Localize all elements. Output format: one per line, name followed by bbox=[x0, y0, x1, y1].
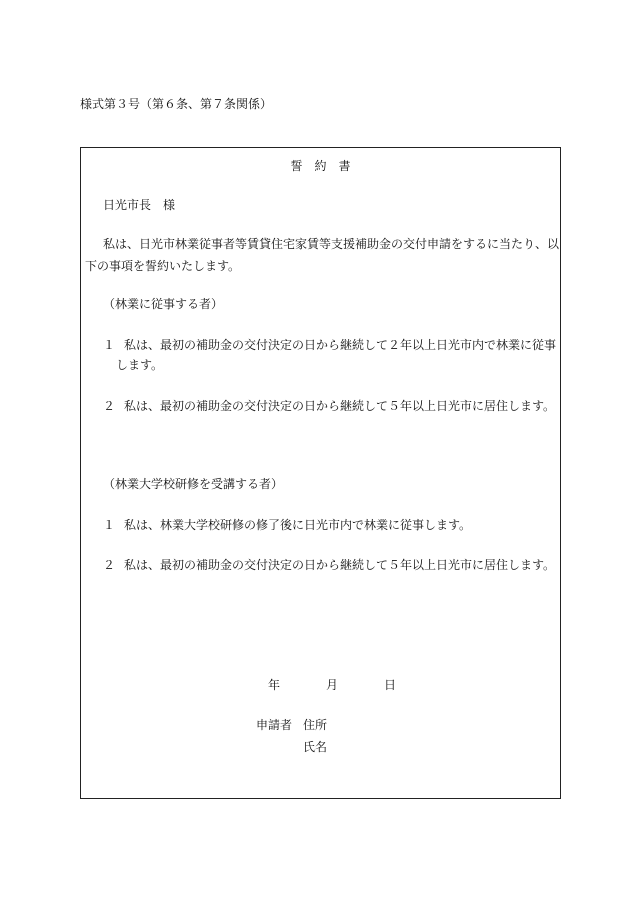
item-text: 私は、林業大学校研修の修了後に日光市内で林業に従事します。 bbox=[124, 518, 472, 532]
item-number: ２ bbox=[103, 399, 116, 413]
section-heading-forestry-college: （林業大学校研修を受講する者） bbox=[103, 477, 284, 491]
list-item bbox=[103, 517, 471, 533]
date-month-label: 月 bbox=[326, 678, 339, 692]
pledge-form-box bbox=[80, 147, 561, 799]
addressee: 日光市長 様 bbox=[103, 198, 176, 212]
item-text: 私は、最初の補助金の交付決定の日から継続して５年以上日光市に居住します。 bbox=[124, 399, 556, 413]
date-year-label: 年 bbox=[268, 678, 281, 692]
address-label: 住所 bbox=[303, 718, 328, 732]
intro-line-2: 下の事項を誓約いたします。 bbox=[85, 259, 241, 273]
list-item bbox=[103, 557, 555, 573]
name-label: 氏名 bbox=[303, 740, 328, 754]
list-item bbox=[103, 398, 555, 414]
item-text: 私は、最初の補助金の交付決定の日から継続して５年以上日光市に居住します。 bbox=[124, 558, 556, 572]
item-text: 私は、最初の補助金の交付決定の日から継続して２年以上日光市内で林業に従事 bbox=[124, 338, 557, 352]
item-number: ２ bbox=[103, 558, 116, 572]
list-item-continuation: します。 bbox=[116, 358, 164, 372]
form-number: 様式第３号（第６条、第７条関係） bbox=[80, 97, 273, 111]
section-heading-forestry-worker: （林業に従事する者） bbox=[103, 297, 224, 311]
list-item bbox=[103, 337, 556, 353]
document-title: 誓約書 bbox=[290, 159, 363, 173]
intro-line-1: 私は、日光市林業従事者等賃貸住宅家賃等支援補助金の交付申請をするに当たり、以 bbox=[103, 237, 560, 251]
date-day-label: 日 bbox=[384, 678, 397, 692]
applicant-label: 申請者 bbox=[256, 718, 293, 732]
item-number: １ bbox=[103, 338, 116, 352]
item-number: １ bbox=[103, 518, 116, 532]
